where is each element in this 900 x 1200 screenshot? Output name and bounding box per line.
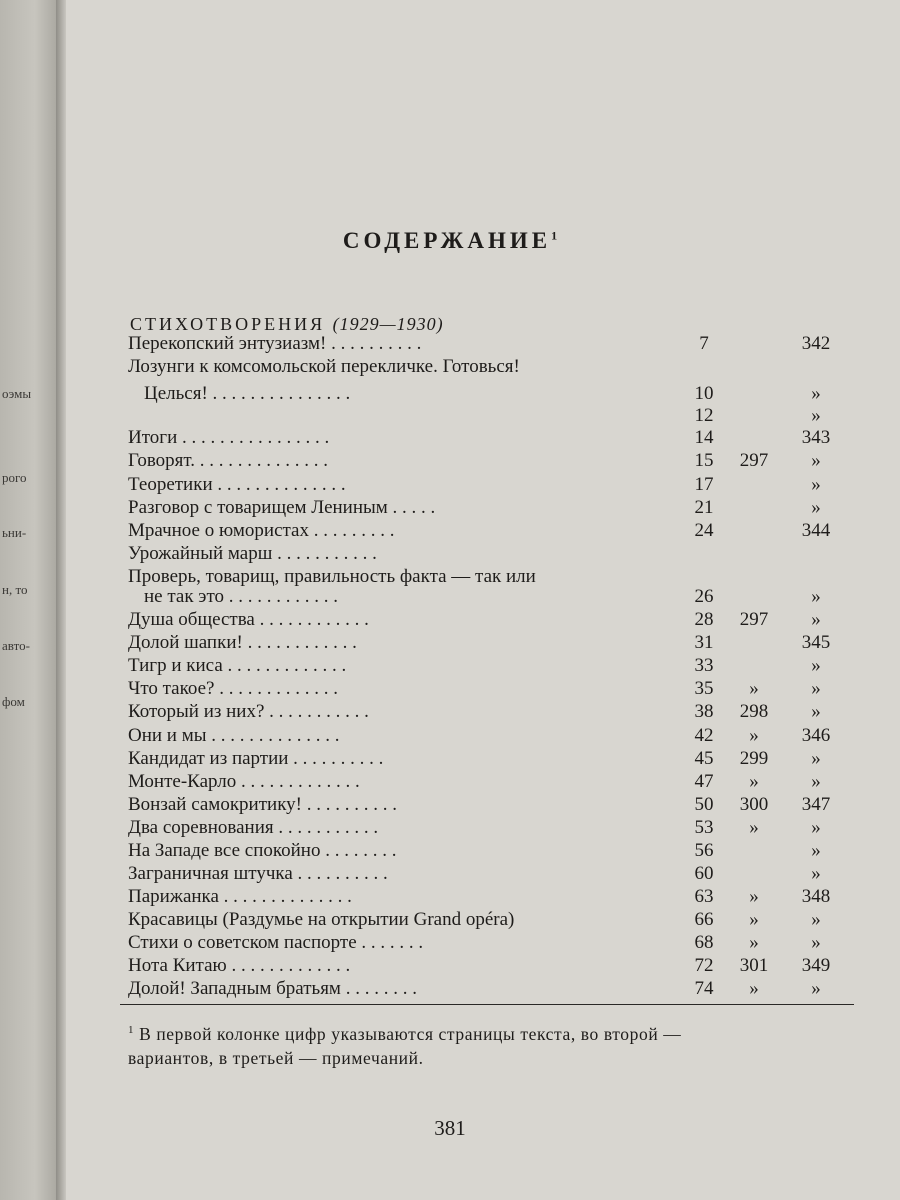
variant-page-number: 300 bbox=[739, 794, 769, 815]
footnote-mark: 1 bbox=[128, 1024, 135, 1036]
variant-page-number: » bbox=[749, 978, 759, 999]
toc-entry-title: Лозунги к комсомольской перекличке. Готовься! bbox=[128, 356, 520, 377]
notes-page-number: 346 bbox=[801, 725, 831, 746]
text-page-number: 35 bbox=[694, 678, 714, 699]
text-page-number: 47 bbox=[694, 771, 714, 792]
toc-entry-title: Перекопский энтузиазм! . . . . . . . . . . bbox=[128, 333, 422, 354]
notes-page-number: » bbox=[811, 609, 821, 630]
notes-page-number: » bbox=[811, 701, 821, 722]
toc-entry-title: Целься! . . . . . . . . . . . . . . . bbox=[144, 383, 351, 404]
section-label: СТИХОТВОРЕНИЯ bbox=[130, 314, 326, 334]
variant-page-number: » bbox=[749, 886, 759, 907]
toc-row bbox=[0, 542, 900, 565]
text-page-number: 56 bbox=[694, 840, 714, 861]
text-page-number: 74 bbox=[694, 978, 714, 999]
toc-entry-title: Вонзай самокритику! . . . . . . . . . . bbox=[128, 794, 397, 815]
toc-entry-title: Который из них? . . . . . . . . . . . bbox=[128, 701, 369, 722]
variant-page-number: » bbox=[749, 725, 759, 746]
notes-page-number: » bbox=[811, 932, 821, 953]
text-page-number: 50 bbox=[694, 794, 714, 815]
toc-entry-title: Два соревнования . . . . . . . . . . . bbox=[128, 817, 379, 838]
page-number: 381 bbox=[434, 1116, 466, 1140]
toc-row bbox=[0, 608, 900, 631]
toc-row bbox=[0, 585, 900, 608]
text-page-number: 38 bbox=[694, 701, 714, 722]
toc-entry-title: Что такое? . . . . . . . . . . . . . bbox=[128, 678, 338, 699]
toc-entry-title: Стихи о советском паспорте . . . . . . . bbox=[128, 932, 424, 953]
notes-page-number: » bbox=[811, 383, 821, 404]
text-page-number: 17 bbox=[694, 474, 714, 495]
notes-page-number: 345 bbox=[801, 632, 831, 653]
variant-page-number: » bbox=[749, 909, 759, 930]
notes-page-number: 343 bbox=[801, 427, 831, 448]
left-page-fragment: н, то bbox=[2, 582, 28, 597]
toc-entry-title: Проверь, товарищ, правильность факта — так или bbox=[128, 566, 536, 587]
toc-row bbox=[0, 793, 900, 816]
notes-page-number: » bbox=[811, 655, 821, 676]
left-page-fragment: авто- bbox=[2, 638, 30, 653]
toc-entry-title: Теоретики . . . . . . . . . . . . . . bbox=[128, 474, 346, 495]
toc-entry-title: Долой! Западным братьям . . . . . . . . bbox=[128, 978, 417, 999]
notes-page-number: » bbox=[811, 748, 821, 769]
toc-row bbox=[0, 862, 900, 885]
toc-entry-title: Парижанка . . . . . . . . . . . . . . bbox=[128, 886, 352, 907]
toc-row bbox=[0, 677, 900, 700]
footnote-rule bbox=[120, 1004, 854, 1005]
toc-row bbox=[0, 931, 900, 954]
text-page-number: 31 bbox=[694, 632, 714, 653]
notes-page-number: » bbox=[811, 474, 821, 495]
text-page-number: 21 bbox=[694, 497, 714, 518]
text-page-number: 28 bbox=[694, 609, 714, 630]
toc-entry-title: Кандидат из партии . . . . . . . . . . bbox=[128, 748, 384, 769]
page-title bbox=[0, 228, 900, 254]
toc-row bbox=[0, 885, 900, 908]
footnote bbox=[128, 1018, 688, 1070]
toc-row bbox=[0, 404, 900, 427]
notes-page-number: » bbox=[811, 405, 821, 426]
notes-page-number: » bbox=[811, 817, 821, 838]
notes-page-number: » bbox=[811, 678, 821, 699]
toc-row bbox=[0, 382, 900, 405]
variant-page-number: » bbox=[749, 932, 759, 953]
text-page-number: 24 bbox=[694, 520, 714, 541]
left-page-fragment: оэмы bbox=[2, 386, 32, 401]
notes-page-number: » bbox=[811, 586, 821, 607]
text-page-number: 66 bbox=[694, 909, 714, 930]
toc-row bbox=[0, 747, 900, 770]
text-page-number: 33 bbox=[694, 655, 714, 676]
toc-entry-title: Монте-Карло . . . . . . . . . . . . . bbox=[128, 771, 360, 792]
footnote-text: В первой колонке цифр указываются страницы текста, во второй — вариантов, в третьей — примечаний. bbox=[128, 1023, 682, 1068]
toc-row bbox=[0, 631, 900, 654]
variant-page-number: 297 bbox=[739, 609, 769, 630]
variant-page-number: » bbox=[749, 771, 759, 792]
variant-page-number: » bbox=[749, 678, 759, 699]
text-page-number: 45 bbox=[694, 748, 714, 769]
text-page-number: 15 bbox=[694, 450, 714, 471]
toc-row bbox=[0, 724, 900, 747]
toc-row bbox=[0, 426, 900, 449]
notes-page-number: 348 bbox=[801, 886, 831, 907]
notes-page-number: 349 bbox=[801, 955, 831, 976]
text-page-number: 72 bbox=[694, 955, 714, 976]
notes-page-number: » bbox=[811, 978, 821, 999]
text-page-number: 42 bbox=[694, 725, 714, 746]
notes-page-number: » bbox=[811, 497, 821, 518]
section-years: (1929—1930) bbox=[332, 314, 444, 334]
toc-row bbox=[0, 332, 900, 355]
toc-row bbox=[0, 770, 900, 793]
notes-page-number: 342 bbox=[801, 333, 831, 354]
variant-page-number: 297 bbox=[739, 450, 769, 471]
text-page-number: 10 bbox=[694, 383, 714, 404]
toc-row bbox=[0, 654, 900, 677]
toc-entry-title: Долой шапки! . . . . . . . . . . . . bbox=[128, 632, 357, 653]
toc-row bbox=[0, 954, 900, 977]
toc-entry-title: Мрачное о юмористах . . . . . . . . . bbox=[128, 520, 395, 541]
toc-row bbox=[0, 519, 900, 542]
toc-entry-title: Душа общества . . . . . . . . . . . . bbox=[128, 609, 369, 630]
toc-row bbox=[0, 473, 900, 496]
toc-entry-title: Нота Китаю . . . . . . . . . . . . . bbox=[128, 955, 351, 976]
toc-row bbox=[0, 700, 900, 723]
notes-page-number: 347 bbox=[801, 794, 831, 815]
notes-page-number: » bbox=[811, 771, 821, 792]
notes-page-number: » bbox=[811, 909, 821, 930]
notes-page-number: » bbox=[811, 450, 821, 471]
toc-entry-title: не так это . . . . . . . . . . . . bbox=[144, 586, 339, 607]
text-page-number: 60 bbox=[694, 863, 714, 884]
text-page-number: 7 bbox=[699, 333, 709, 354]
notes-page-number: 344 bbox=[801, 520, 831, 541]
toc-entry-title: На Западе все спокойно . . . . . . . . bbox=[128, 840, 397, 861]
text-page-number: 14 bbox=[694, 427, 714, 448]
toc-row bbox=[0, 449, 900, 472]
toc-entry-title: Разговор с товарищем Лениным . . . . . bbox=[128, 497, 436, 518]
toc-entry-title: Урожайный марш . . . . . . . . . . . bbox=[128, 543, 377, 564]
text-page-number: 68 bbox=[694, 932, 714, 953]
variant-page-number: 299 bbox=[739, 748, 769, 769]
toc-entry-title: Говорят. . . . . . . . . . . . . . . bbox=[128, 450, 329, 471]
text-page-number: 12 bbox=[694, 405, 714, 426]
left-page-fragment: фом bbox=[2, 694, 25, 709]
variant-page-number: 298 bbox=[739, 701, 769, 722]
left-page-fragment: ьни- bbox=[2, 525, 27, 540]
text-page-number: 26 bbox=[694, 586, 714, 607]
toc-entry-title: Тигр и киса . . . . . . . . . . . . . bbox=[128, 655, 347, 676]
text-page-number: 63 bbox=[694, 886, 714, 907]
toc-entry-title: Красавицы (Раздумье на открытии Grand opéra) bbox=[128, 909, 515, 930]
toc-entry-title: Заграничная штучка . . . . . . . . . . bbox=[128, 863, 388, 884]
toc-entry-title: Они и мы . . . . . . . . . . . . . . bbox=[128, 725, 340, 746]
notes-page-number: » bbox=[811, 863, 821, 884]
left-page-fragment: рого bbox=[2, 470, 27, 485]
toc-row bbox=[0, 355, 900, 378]
toc-entry-title: Итоги . . . . . . . . . . . . . . . . bbox=[128, 427, 330, 448]
variant-page-number: 301 bbox=[739, 955, 769, 976]
variant-page-number: » bbox=[749, 817, 759, 838]
title-footnote-mark: 1 bbox=[551, 228, 558, 243]
toc-row bbox=[0, 496, 900, 519]
toc-row bbox=[0, 839, 900, 862]
text-page-number: 53 bbox=[694, 817, 714, 838]
notes-page-number: » bbox=[811, 840, 821, 861]
toc-row bbox=[0, 908, 900, 931]
toc-row bbox=[0, 816, 900, 839]
page-title-text: СОДЕРЖАНИЕ bbox=[342, 228, 552, 253]
toc-row bbox=[0, 977, 900, 1000]
